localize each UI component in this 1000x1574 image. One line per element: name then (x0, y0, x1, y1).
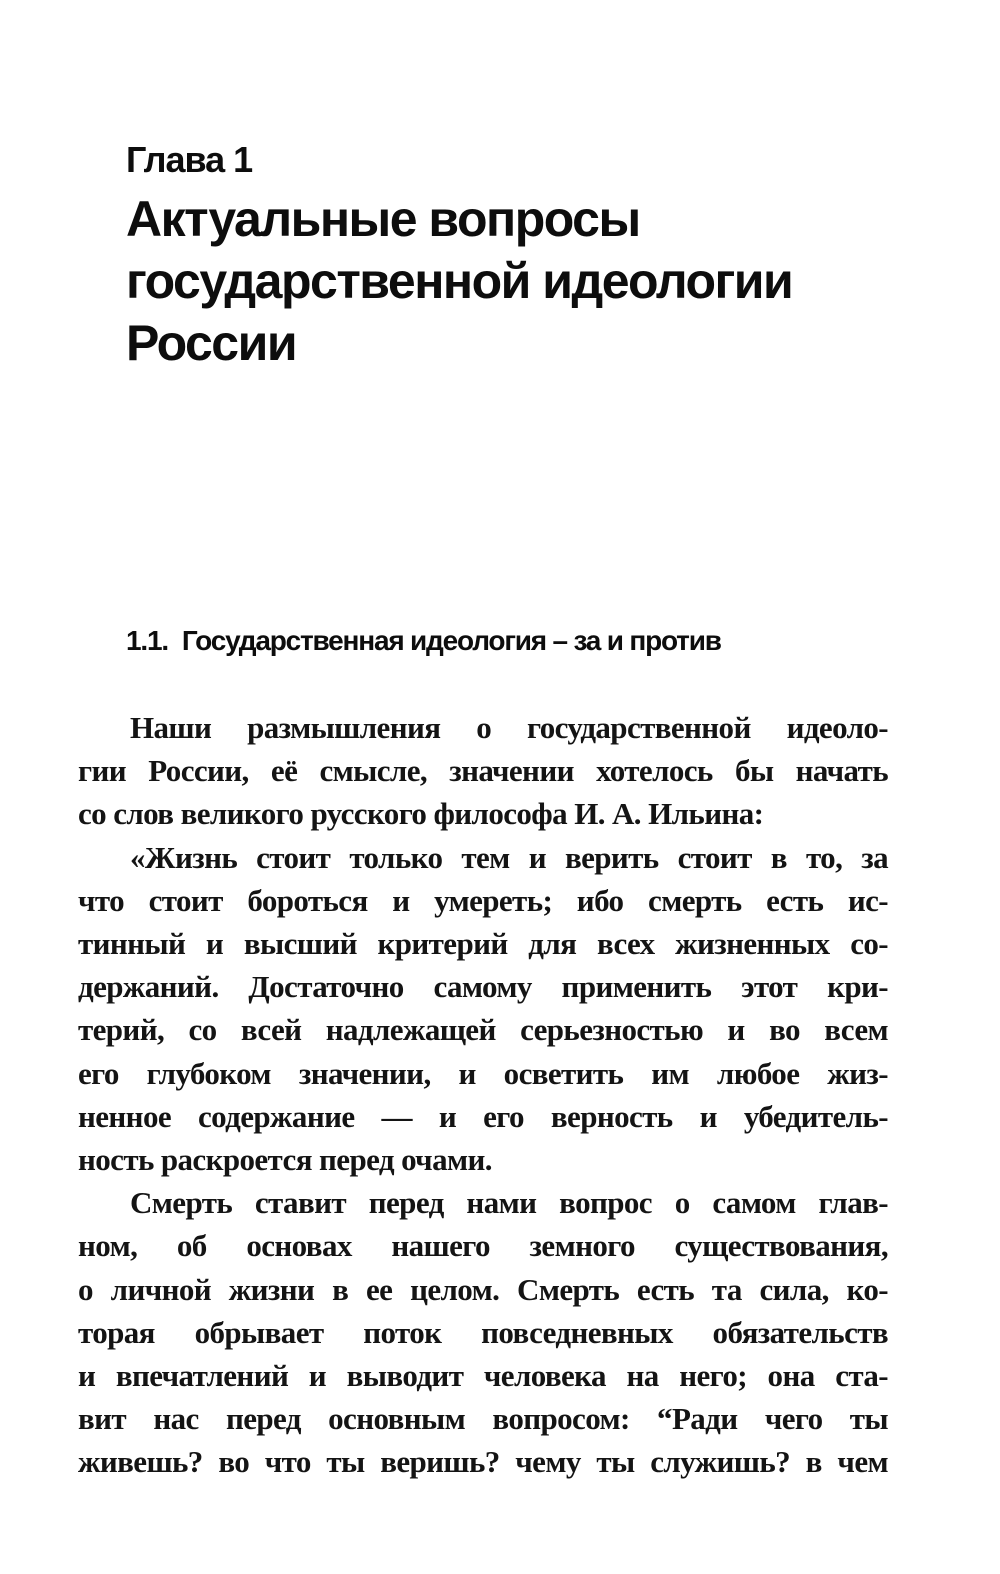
paragraph-line: его глубоком значении, и осветить им любое жиз- (78, 1055, 888, 1091)
chapter-title-line: России (126, 315, 297, 371)
paragraph-line: ность раскроется перед очами. (78, 1142, 492, 1178)
paragraph-line: вит нас перед основным вопросом: “Ради чего ты (78, 1401, 888, 1437)
paragraph-line: терий, со всей надлежащей серьезностью и во всем (78, 1012, 888, 1048)
paragraph-line: Смерть ставит перед нами вопрос о самом глав- (130, 1185, 888, 1221)
paragraph-line: живешь? во что ты веришь? чему ты служишь? в чем (78, 1444, 888, 1480)
section-number: 1.1. (126, 625, 168, 656)
paragraph-line: тинный и высший критерий для всех жизненных со- (78, 926, 888, 962)
paragraph-line: и впечатлений и выводит человека на него; она ста- (78, 1358, 888, 1394)
section-title: Государственная идеология – за и против (181, 625, 721, 656)
chapter-title-line: Актуальные вопросы (126, 191, 640, 247)
chapter-label: Глава 1 (126, 139, 253, 180)
paragraph-line: «Жизнь стоит только тем и верить стоит в то, за (130, 839, 888, 875)
section-heading (126, 624, 721, 658)
chapter-title (126, 188, 906, 374)
paragraph-line: о личной жизни в ее целом. Смерть есть та сила, ко- (78, 1271, 888, 1307)
body-text (78, 706, 888, 1484)
paragraph-line: ном, об основах нашего земного существования, (78, 1228, 888, 1264)
paragraph-line: со слов великого русского философа И. А. Ильина: (78, 796, 764, 832)
paragraph-line: торая обрывает поток повседневных обязательств (78, 1314, 888, 1350)
paragraph-line: держаний. Достаточно самому применить этот кри- (78, 969, 888, 1005)
paragraph-line: Наши размышления о государственной идеоло- (130, 710, 888, 745)
chapter-title-line: государственной идеологии (126, 253, 793, 309)
paragraph-line: ненное содержание — и его верность и убедитель- (78, 1098, 888, 1134)
paragraph-line: гии России, её смысле, значении хотелось бы начать (78, 753, 888, 789)
paragraph-line: что стоит бороться и умереть; ибо смерть есть ис- (78, 882, 888, 918)
